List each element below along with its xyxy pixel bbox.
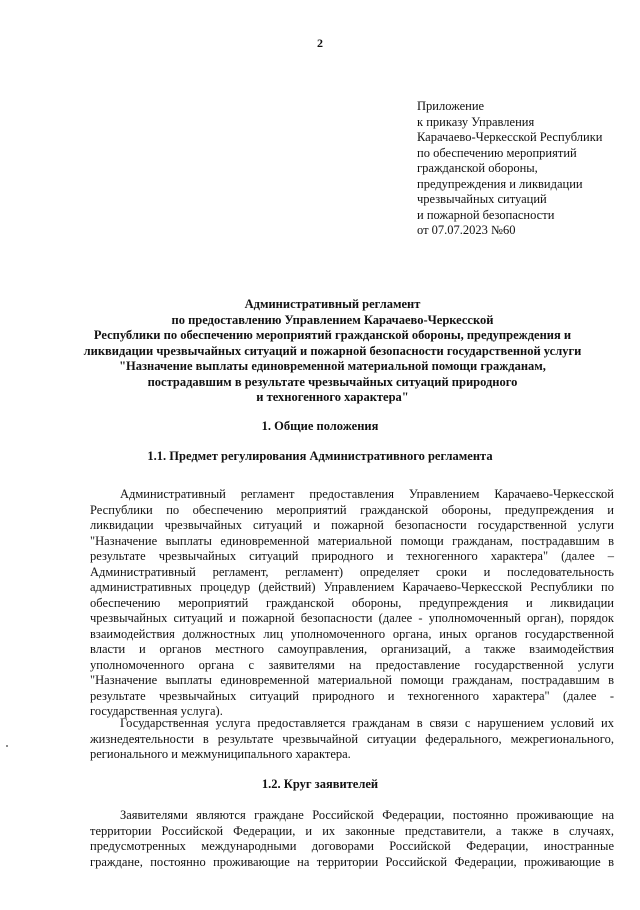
scan-speck: [6, 745, 8, 747]
title-line: Республики по обеспечению мероприятий гражданской обороны, предупреждения и: [93, 328, 572, 342]
text-line: результате чрезвычайных ситуаций природного и техногенного характера" (далее –: [90, 549, 614, 563]
appendix-line: к приказу Управления: [417, 114, 535, 129]
appendix-block: [417, 99, 632, 239]
text-line: Административный регламент, регламент) определяет сроки и последовательность: [90, 564, 614, 579]
text-line: обеспечению мероприятий гражданской обороны, предупреждения и ликвидации: [90, 595, 614, 610]
text-line: регионального и межмуниципального характера.: [90, 747, 351, 761]
appendix-line: Приложение: [417, 99, 485, 113]
title-line: пострадавшим в результате чрезвычайных ситуаций природного: [147, 374, 518, 389]
document-title: [40, 297, 625, 406]
title-line: ликвидации чрезвычайных ситуаций и пожарной безопасности государственной услуги: [83, 343, 582, 358]
text-line: чрезвычайных ситуаций и пожарной безопасности (далее - уполномоченный орган), порядок: [90, 611, 614, 625]
text-line: территории Российской Федерации, и их законные представители, а также в случаях,: [90, 823, 614, 838]
section-heading-applicants: 1.2. Круг заявителей: [261, 777, 379, 791]
text-line: ликвидации чрезвычайных ситуаций и пожарной безопасности государственной услуги: [90, 518, 614, 532]
appendix-line: гражданской обороны,: [417, 161, 538, 175]
appendix-line: Карачаево-Черкесской Республики: [417, 130, 603, 144]
appendix-line: по обеспечению мероприятий: [417, 145, 577, 160]
appendix-line: чрезвычайных ситуаций: [417, 192, 547, 206]
section-heading-general: 1. Общие положения: [261, 419, 379, 433]
section-heading-subject: 1.1. Предмет регулирования Административного регламента: [147, 449, 493, 463]
text-line: Административный регламент предоставления Управлением Карачаево-Черкесской: [120, 487, 614, 501]
text-line: Республики по обеспечению мероприятий гражданской обороны, предупреждения и: [90, 502, 614, 517]
text-line: "Назначение выплаты единовременной материальной помощи гражданам, пострадавшим в: [90, 533, 614, 548]
text-line: государственная услуга).: [90, 704, 223, 718]
text-line: "Назначение выплаты единовременной материальной помощи гражданам, пострадавшим в: [90, 673, 614, 687]
title-line: "Назначение выплаты единовременной материальной помощи гражданам,: [119, 359, 546, 373]
page-number: 2: [317, 36, 323, 50]
text-line: Государственная услуга предоставляется гражданам в связи с нарушением условий их: [120, 716, 614, 730]
title-line: и техногенного характера": [256, 390, 409, 404]
title-line: Административный регламент: [244, 297, 421, 311]
text-line: взаимодействия должностных лиц уполномоченного органа, иных органов государственной: [90, 626, 614, 641]
title-line: по предоставлению Управлением Карачаево-Черкесской: [171, 312, 494, 327]
appendix-line: предупреждения и ликвидации: [417, 176, 583, 191]
text-line: власти и органов местного самоуправления, организаций, а также взаимодействия: [90, 642, 614, 656]
text-line: жизнедеятельности в результате чрезвычайной ситуации федерального, межрегионального,: [90, 731, 614, 746]
paragraph-applicants: [90, 808, 614, 870]
paragraph-service-reason: [90, 716, 614, 763]
text-line: уполномоченного органа с заявителями на предоставление государственной услуги: [90, 657, 614, 672]
text-line: результате чрезвычайных ситуаций природного и техногенного характера" (далее -: [90, 688, 614, 703]
paragraph-regulation-scope: [90, 487, 614, 720]
appendix-line: от 07.07.2023 №60: [417, 223, 516, 237]
text-line: предусмотренных международными договорами Российской Федерации, иностранные: [90, 839, 614, 853]
appendix-line: и пожарной безопасности: [417, 207, 555, 222]
text-line: административных процедур (действий) Управлением Карачаево-Черкесской Республики по: [90, 580, 614, 594]
text-line: Заявителями являются граждане Российской Федерации, постоянно проживающие на: [120, 808, 614, 822]
text-line: граждане, постоянно проживающие на территории Российской Федерации, проживающие в: [90, 854, 614, 869]
